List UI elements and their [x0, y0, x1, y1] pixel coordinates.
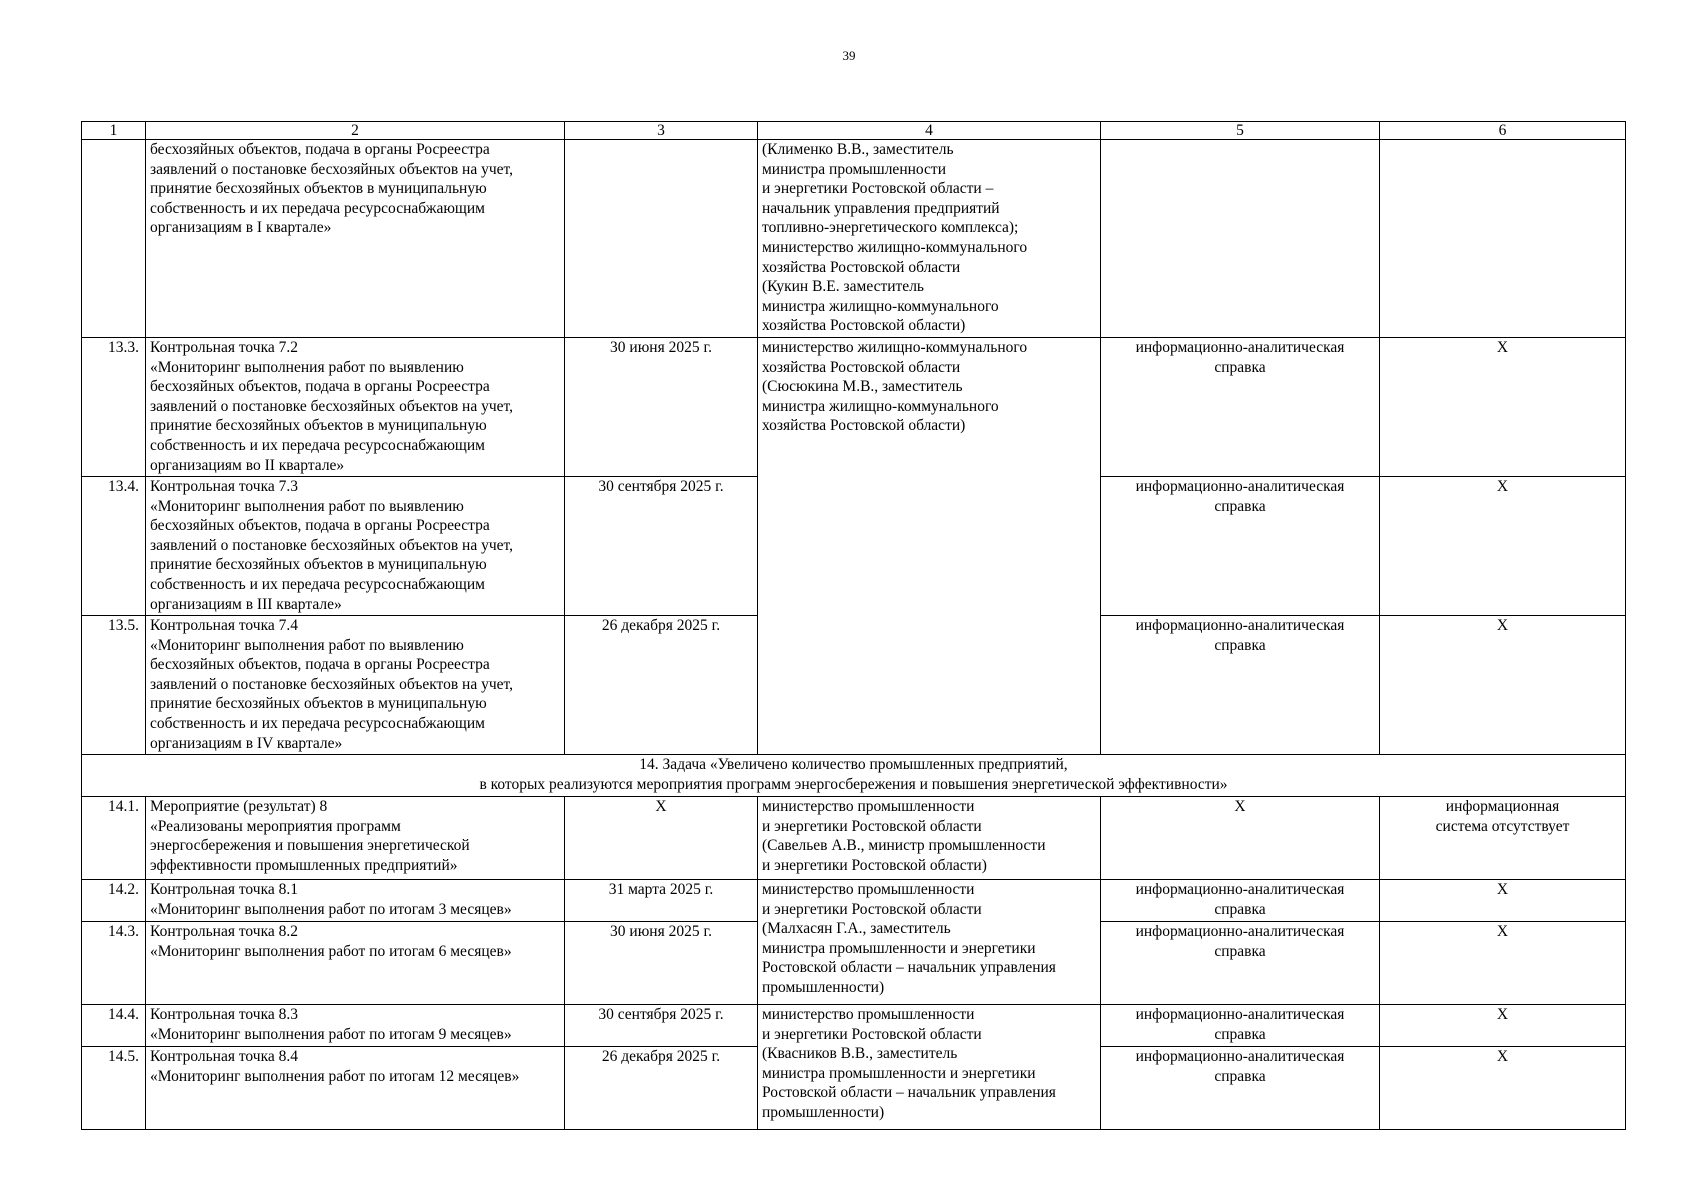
- row-document: информационно-аналитическая справка: [1101, 616, 1380, 755]
- row-responsible: министерство промышленности и энергетики Ростовской области (Малхасян Г.А., заместитель министра промышленности и энергетики Ростовской области – начальник управления промышленности): [758, 880, 1101, 1005]
- row-name: Контрольная точка 7.4 «Мониторинг выполнения работ по выявлению бесхозяйных объектов, подача в органы Росреестра заявлений о постановке бесхозяйных объектов на учет, принятие бесхозяйных объектов в муниципальную собственность и их передача ресурсоснабжающим организациям в IV квартале»: [146, 616, 565, 755]
- row-responsible: министерство жилищно-коммунального хозяйства Ростовской области (Сюсюкина М.В., заместитель министра жилищно-коммунального хозяйства Ростовской области): [758, 338, 1101, 755]
- row-number: 13.4.: [82, 477, 146, 616]
- row-number: 14.3.: [82, 922, 146, 1005]
- row-name: Контрольная точка 8.3 «Мониторинг выполнения работ по итогам 9 месяцев»: [146, 1005, 565, 1047]
- header-col-3: 3: [565, 122, 758, 140]
- row-number: 14.1.: [82, 797, 146, 880]
- table-row: [82, 880, 1626, 922]
- row-info-system: X: [1380, 616, 1626, 755]
- row-info-system: X: [1380, 1005, 1626, 1047]
- page-number: 39: [842, 48, 856, 63]
- row-document: информационно-аналитическая справка: [1101, 338, 1380, 477]
- row-document: информационно-аналитическая справка: [1101, 477, 1380, 616]
- row-date: [565, 140, 758, 338]
- row-document: X: [1101, 797, 1380, 880]
- row-document: информационно-аналитическая справка: [1101, 922, 1380, 1005]
- row-name: Контрольная точка 7.2 «Мониторинг выполнения работ по выявлению бесхозяйных объектов, подача в органы Росреестра заявлений о постановке бесхозяйных объектов на учет, принятие бесхозяйных объектов в муниципальную собственность и их передача ресурсоснабжающим организациям во II квартале»: [146, 338, 565, 477]
- row-info-system: X: [1380, 880, 1626, 922]
- column-number-header: [82, 122, 1626, 140]
- row-name: Контрольная точка 7.3 «Мониторинг выполнения работ по выявлению бесхозяйных объектов, подача в органы Росреестра заявлений о постановке бесхозяйных объектов на учет, принятие бесхозяйных объектов в муниципальную собственность и их передача ресурсоснабжающим организациям в III квартале»: [146, 477, 565, 616]
- row-date: 26 декабря 2025 г.: [565, 616, 758, 755]
- row-info-system: информационная система отсутствует: [1380, 797, 1626, 880]
- task-heading-row: [82, 755, 1626, 797]
- row-name: бесхозяйных объектов, подача в органы Росреестра заявлений о постановке бесхозяйных объектов на учет, принятие бесхозяйных объектов в муниципальную собственность и их передача ресурсоснабжающим организациям в I квартале»: [146, 140, 565, 338]
- header-col-4: 4: [758, 122, 1101, 140]
- table-row: [82, 1005, 1626, 1047]
- row-date: 30 сентября 2025 г.: [565, 1005, 758, 1047]
- row-info-system: X: [1380, 338, 1626, 477]
- row-document: информационно-аналитическая справка: [1101, 1005, 1380, 1047]
- row-name: Контрольная точка 8.1 «Мониторинг выполнения работ по итогам 3 месяцев»: [146, 880, 565, 922]
- row-number: 14.4.: [82, 1005, 146, 1047]
- header-col-2: 2: [146, 122, 565, 140]
- row-date: X: [565, 797, 758, 880]
- row-responsible: министерство промышленности и энергетики Ростовской области (Квасников В.В., заместитель министра промышленности и энергетики Ростовской области – начальник управления промышленности): [758, 1005, 1101, 1130]
- header-col-1: 1: [82, 122, 146, 140]
- row-responsible: министерство промышленности и энергетики Ростовской области (Савельев А.В., министр промышленности и энергетики Ростовской области): [758, 797, 1101, 880]
- row-date: 26 декабря 2025 г.: [565, 1047, 758, 1130]
- table-row: [82, 338, 1626, 477]
- task-heading: 14. Задача «Увеличено количество промышленных предприятий, в которых реализуются мероприятия программ энергосбережения и повышения энергетической эффективности»: [82, 755, 1626, 797]
- row-number: 14.5.: [82, 1047, 146, 1130]
- row-document: информационно-аналитическая справка: [1101, 1047, 1380, 1130]
- row-document: информационно-аналитическая справка: [1101, 880, 1380, 922]
- row-number: 14.2.: [82, 880, 146, 922]
- row-responsible: (Клименко В.В., заместитель министра промышленности и энергетики Ростовской области – начальник управления предприятий топливно-энергетического комплекса); министерство жилищно-коммунального хозяйства Ростовской области (Кукин В.Е. заместитель министра жилищно-коммунального хозяйства Ростовской области): [758, 140, 1101, 338]
- row-name: Контрольная точка 8.2 «Мониторинг выполнения работ по итогам 6 месяцев»: [146, 922, 565, 1005]
- plan-table: [81, 121, 1626, 1130]
- table-row: [82, 140, 1626, 338]
- row-info-system: X: [1380, 922, 1626, 1005]
- row-date: 30 сентября 2025 г.: [565, 477, 758, 616]
- row-name: Контрольная точка 8.4 «Мониторинг выполнения работ по итогам 12 месяцев»: [146, 1047, 565, 1130]
- row-name: Мероприятие (результат) 8 «Реализованы мероприятия программ энергосбережения и повышения энергетической эффективности промышленных предприятий»: [146, 797, 565, 880]
- header-col-6: 6: [1380, 122, 1626, 140]
- row-number: [82, 140, 146, 338]
- row-number: 13.3.: [82, 338, 146, 477]
- row-date: 30 июня 2025 г.: [565, 338, 758, 477]
- header-col-5: 5: [1101, 122, 1380, 140]
- row-date: 30 июня 2025 г.: [565, 922, 758, 1005]
- row-date: 31 марта 2025 г.: [565, 880, 758, 922]
- row-info-system: X: [1380, 1047, 1626, 1130]
- row-number: 13.5.: [82, 616, 146, 755]
- table-row: [82, 797, 1626, 880]
- row-document: [1101, 140, 1380, 338]
- row-info-system: [1380, 140, 1626, 338]
- row-info-system: X: [1380, 477, 1626, 616]
